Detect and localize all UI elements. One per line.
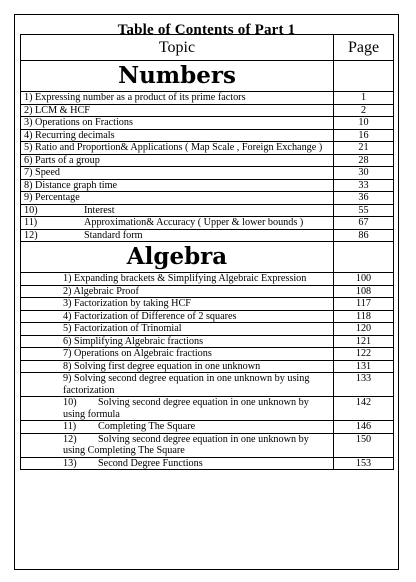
topic-cell (21, 167, 334, 180)
item-title: Simplifying Algebraic fractions (74, 335, 204, 347)
page-number: 2 (334, 104, 394, 117)
item-number: 9) (24, 192, 33, 203)
topic-cell (21, 204, 334, 217)
toc-body (21, 61, 394, 470)
toc-row (21, 433, 394, 457)
toc-row (21, 217, 394, 230)
item-title: Distance graph time (35, 179, 118, 191)
section-heading: Numbers (21, 61, 334, 92)
toc-row (21, 285, 394, 298)
topic-cell (21, 142, 334, 155)
page-number: 30 (334, 167, 394, 180)
item-title: LCM & HCF (35, 104, 90, 116)
toc-row (21, 204, 394, 217)
topic-header: Topic (21, 35, 334, 61)
page-number: 108 (334, 285, 394, 298)
item-number: 13) (63, 457, 77, 469)
page-number: 120 (334, 323, 394, 336)
page-number: 86 (334, 229, 394, 242)
item-number: 6) (24, 154, 33, 166)
toc-row (21, 335, 394, 348)
topic-cell (21, 104, 334, 117)
item-title: Algebraic Proof (73, 285, 139, 297)
topic-cell (21, 323, 334, 336)
topic-cell (21, 457, 334, 470)
toc-row (21, 229, 394, 242)
item-title: Operations on Fractions (35, 117, 133, 128)
page-number: 118 (334, 310, 394, 323)
page-number: 36 (334, 192, 394, 205)
item-title: Solving second degree equation in one unknown by using formula (63, 397, 309, 420)
item-number: 6) (63, 335, 72, 347)
item-title: Factorization by taking HCF (74, 298, 191, 309)
topic-cell (21, 179, 334, 192)
topic-cell (21, 217, 334, 230)
toc-row (21, 117, 394, 130)
topic-cell (21, 229, 334, 242)
toc-row (21, 104, 394, 117)
item-number: 10) (63, 397, 77, 408)
page-number: 1 (334, 92, 394, 105)
page-title: Table of Contents of Part 1 (117, 22, 296, 38)
item-title: Solving first degree equation in one unknown (74, 360, 261, 372)
toc-row (21, 323, 394, 336)
item-title: Expressing number as a product of its prime factors (35, 92, 246, 103)
page-number: 16 (334, 129, 394, 142)
item-number: 1) (63, 273, 72, 284)
item-number: 5) (24, 142, 33, 153)
numbers-section-heading-row (21, 61, 394, 92)
item-number: 3) (24, 117, 33, 128)
toc-table (20, 34, 394, 470)
topic-cell (21, 273, 334, 286)
topic-cell (21, 154, 334, 167)
item-number: 7) (63, 348, 72, 359)
page-number: 33 (334, 179, 394, 192)
item-number: 1) (24, 92, 33, 103)
topic-cell (21, 360, 334, 373)
page-number: 28 (334, 154, 394, 167)
page-number: 117 (334, 298, 394, 311)
topic-cell (21, 129, 334, 142)
topic-cell (21, 92, 334, 105)
topic-cell (21, 285, 334, 298)
topic-cell (21, 421, 334, 434)
toc-row (21, 92, 394, 105)
item-title: Percentage (35, 192, 80, 203)
toc-row (21, 179, 394, 192)
topic-cell (21, 117, 334, 130)
toc-row (21, 457, 394, 470)
item-title: Solving second degree equation in one unknown by using factorization (63, 373, 310, 396)
topic-cell (21, 348, 334, 361)
toc-row (21, 397, 394, 421)
item-title: Completing The Square (98, 421, 196, 432)
item-number: 4) (63, 310, 72, 322)
toc-row (21, 373, 394, 397)
page-number: 10 (334, 117, 394, 130)
item-title: Factorization of Trinomial (74, 323, 182, 334)
page-number: 146 (334, 421, 394, 434)
topic-cell (21, 335, 334, 348)
item-number: 12) (24, 229, 38, 241)
topic-cell (21, 298, 334, 311)
page-number: 131 (334, 360, 394, 373)
item-number: 5) (63, 323, 72, 334)
item-title: Speed (35, 167, 60, 178)
item-title: Interest (84, 204, 115, 216)
toc-row (21, 129, 394, 142)
page-number: 67 (334, 217, 394, 230)
page-number: 142 (334, 397, 394, 421)
toc-row (21, 421, 394, 434)
item-title: Factorization of Difference of 2 squares (74, 310, 237, 322)
page-number: 121 (334, 335, 394, 348)
item-title: Approximation& Accuracy ( Upper & lower bounds ) (84, 217, 304, 228)
item-number: 10) (24, 204, 38, 216)
page-number: 55 (334, 204, 394, 217)
toc-row (21, 310, 394, 323)
item-number: 2) (63, 285, 72, 297)
item-number: 3) (63, 298, 72, 309)
item-title: Operations on Algebraic fractions (74, 348, 212, 359)
toc-row (21, 154, 394, 167)
item-title: Standard form (84, 229, 143, 241)
item-number: 11) (63, 421, 77, 432)
page-number: 100 (334, 273, 394, 286)
page-number: 122 (334, 348, 394, 361)
item-number: 8) (24, 179, 33, 191)
topic-cell (21, 310, 334, 323)
toc-row (21, 360, 394, 373)
topic-cell (21, 373, 334, 397)
item-title: Parts of a group (35, 154, 100, 166)
toc-row (21, 167, 394, 180)
algebra-section-heading-row (21, 242, 394, 273)
item-title: Ratio and Proportion& Applications ( Map Scale , Foreign Exchange ) (35, 142, 323, 153)
topic-cell (21, 433, 334, 457)
topic-cell (21, 397, 334, 421)
page-number: 133 (334, 373, 394, 397)
page-number: 150 (334, 433, 394, 457)
page-header: Page (334, 35, 394, 61)
item-title: Recurring decimals (35, 129, 115, 141)
item-title: Solving second degree equation in one unknown by using Completing The Square (63, 433, 309, 456)
item-number: 7) (24, 167, 33, 178)
page-number: 21 (334, 142, 394, 155)
item-number: 4) (24, 129, 33, 141)
item-title: Second Degree Functions (98, 457, 203, 469)
empty-page-cell (334, 61, 394, 92)
item-title: Expanding brackets & Simplifying Algebraic Expression (74, 273, 307, 284)
item-number: 9) (63, 373, 72, 384)
section-heading: Algebra (21, 242, 334, 273)
topic-cell (21, 192, 334, 205)
toc-row (21, 192, 394, 205)
item-number: 11) (24, 217, 38, 228)
toc-row (21, 142, 394, 155)
toc-row (21, 348, 394, 361)
toc-row (21, 298, 394, 311)
page-number: 153 (334, 457, 394, 470)
toc-row (21, 273, 394, 286)
empty-page-cell (334, 242, 394, 273)
item-number: 12) (63, 433, 77, 445)
item-number: 8) (63, 360, 72, 372)
item-number: 2) (24, 104, 33, 116)
